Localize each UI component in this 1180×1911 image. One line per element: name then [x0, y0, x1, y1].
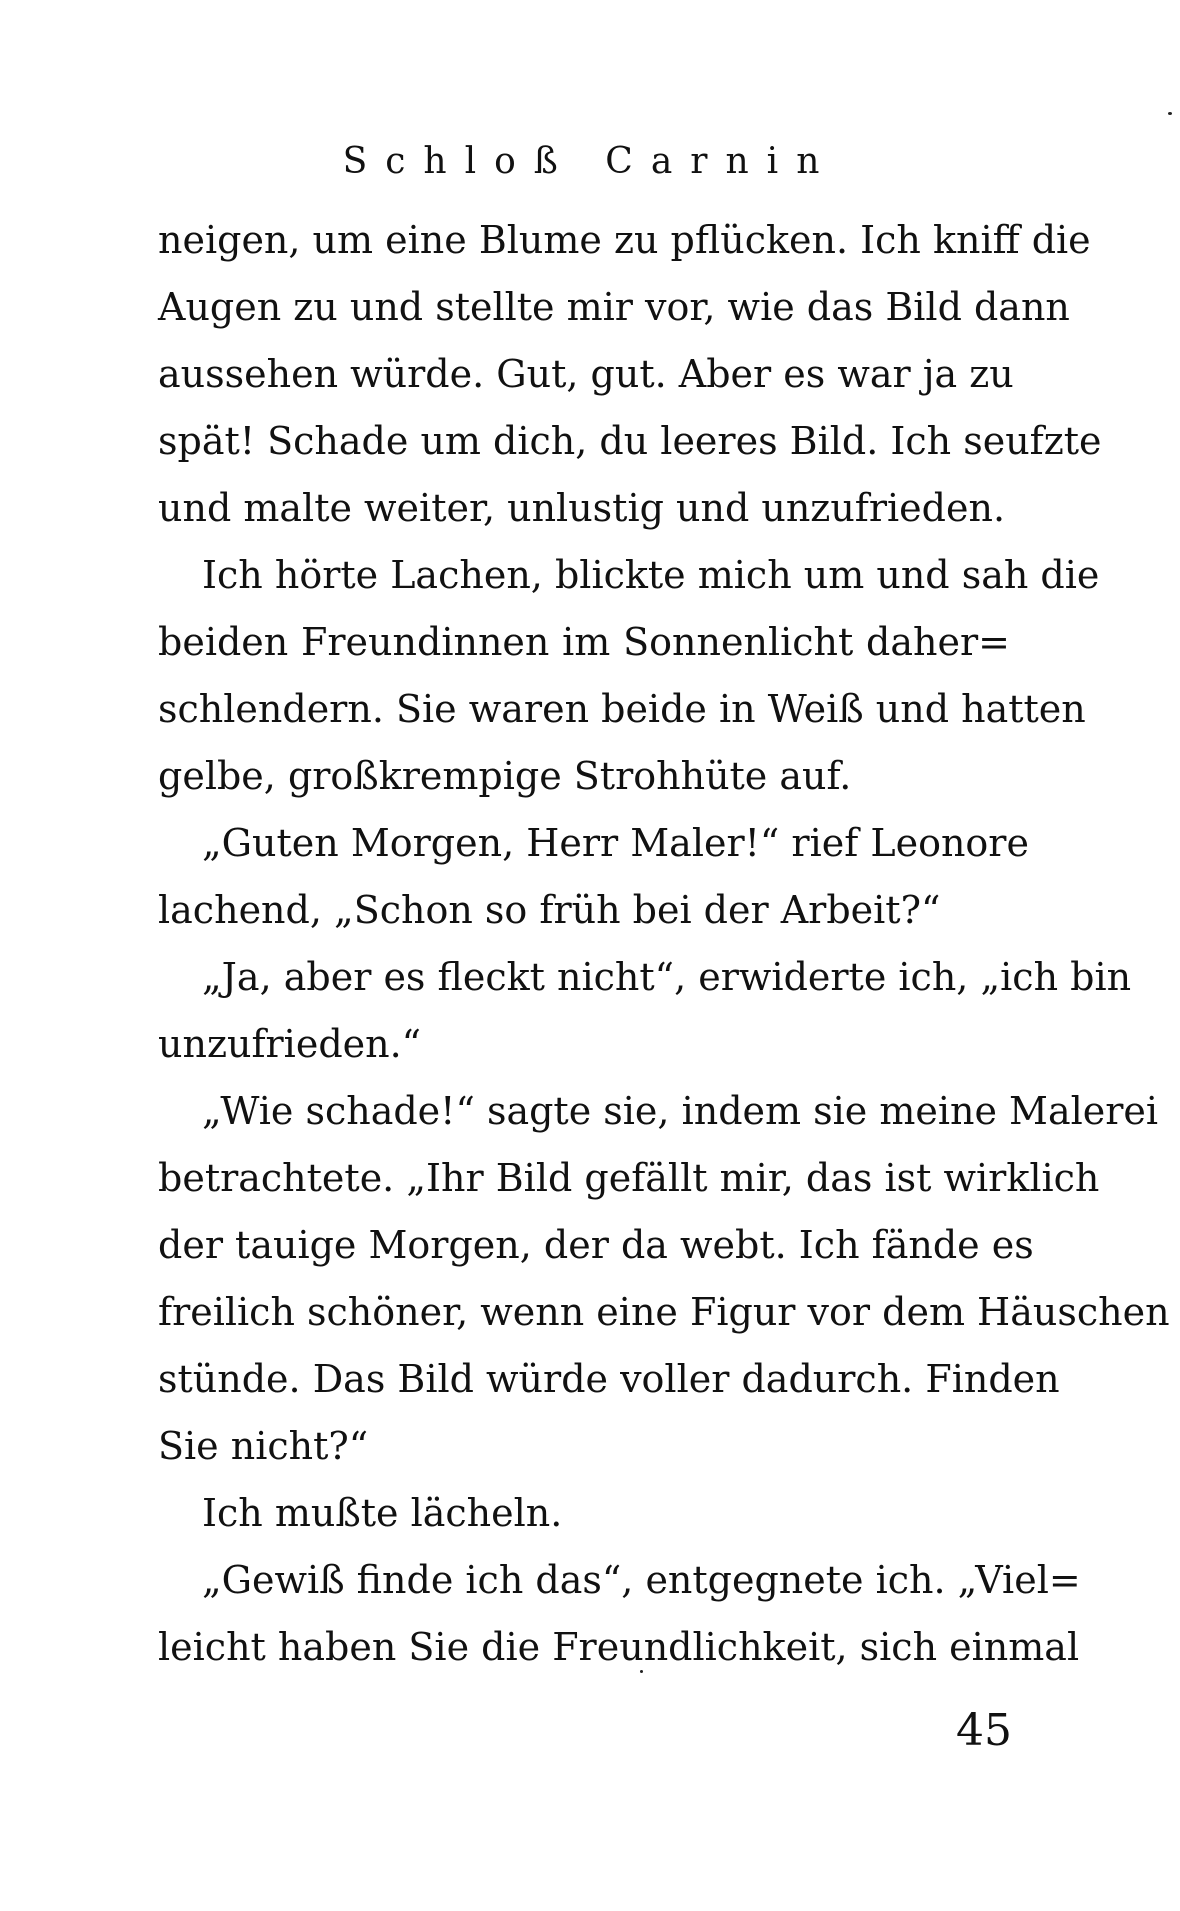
paper-speck [1168, 112, 1172, 115]
text-line: betrachtete. „Ihr Bild gefällt mir, das ist wirklich [158, 1156, 1100, 1200]
text-line: stünde. Das Bild würde voller dadurch. Finden [158, 1357, 1060, 1401]
text-line: „Wie schade!“ sagte sie, indem sie meine Malerei [202, 1089, 1159, 1133]
text-line: freilich schöner, wenn eine Figur vor dem Häuschen [158, 1290, 1170, 1334]
body-text [158, 207, 1170, 1681]
text-line: und malte weiter, unlustig und unzufrieden. [158, 486, 1006, 530]
text-line: Sie nicht?“ [158, 1424, 369, 1468]
text-line: schlendern. Sie waren beide in Weiß und hatten [158, 687, 1086, 731]
text-line: neigen, um eine Blume zu pflücken. Ich kniff die [158, 218, 1091, 262]
text-line: „Ja, aber es fleckt nicht“, erwiderte ich, „ich bin [202, 955, 1132, 999]
page-number: 45 [956, 1705, 1012, 1756]
text-line: „Guten Morgen, Herr Maler!“ rief Leonore [202, 821, 1029, 865]
text-line: leicht haben Sie die Freundlichkeit, sich einmal [158, 1625, 1080, 1669]
text-line: aussehen würde. Gut, gut. Aber es war ja zu [158, 352, 1014, 396]
text-line: „Gewiß finde ich das“, entgegnete ich. „Viel= [202, 1558, 1081, 1602]
paper-speck [640, 1670, 643, 1673]
text-line: beiden Freundinnen im Sonnenlicht daher= [158, 620, 1010, 664]
text-line: lachend, „Schon so früh bei der Arbeit?“ [158, 888, 941, 932]
text-line: spät! Schade um dich, du leeres Bild. Ich seufzte [158, 419, 1102, 463]
text-line: gelbe, großkrempige Strohhüte auf. [158, 754, 852, 798]
text-line: Ich hörte Lachen, blickte mich um und sah die [202, 553, 1100, 597]
text-line: unzufrieden.“ [158, 1022, 422, 1066]
text-line: Ich mußte lächeln. [202, 1491, 563, 1535]
text-line: der tauige Morgen, der da webt. Ich fände es [158, 1223, 1034, 1267]
text-line: Augen zu und stellte mir vor, wie das Bild dann [158, 285, 1070, 329]
running-title: Schloß Carnin [342, 141, 838, 182]
